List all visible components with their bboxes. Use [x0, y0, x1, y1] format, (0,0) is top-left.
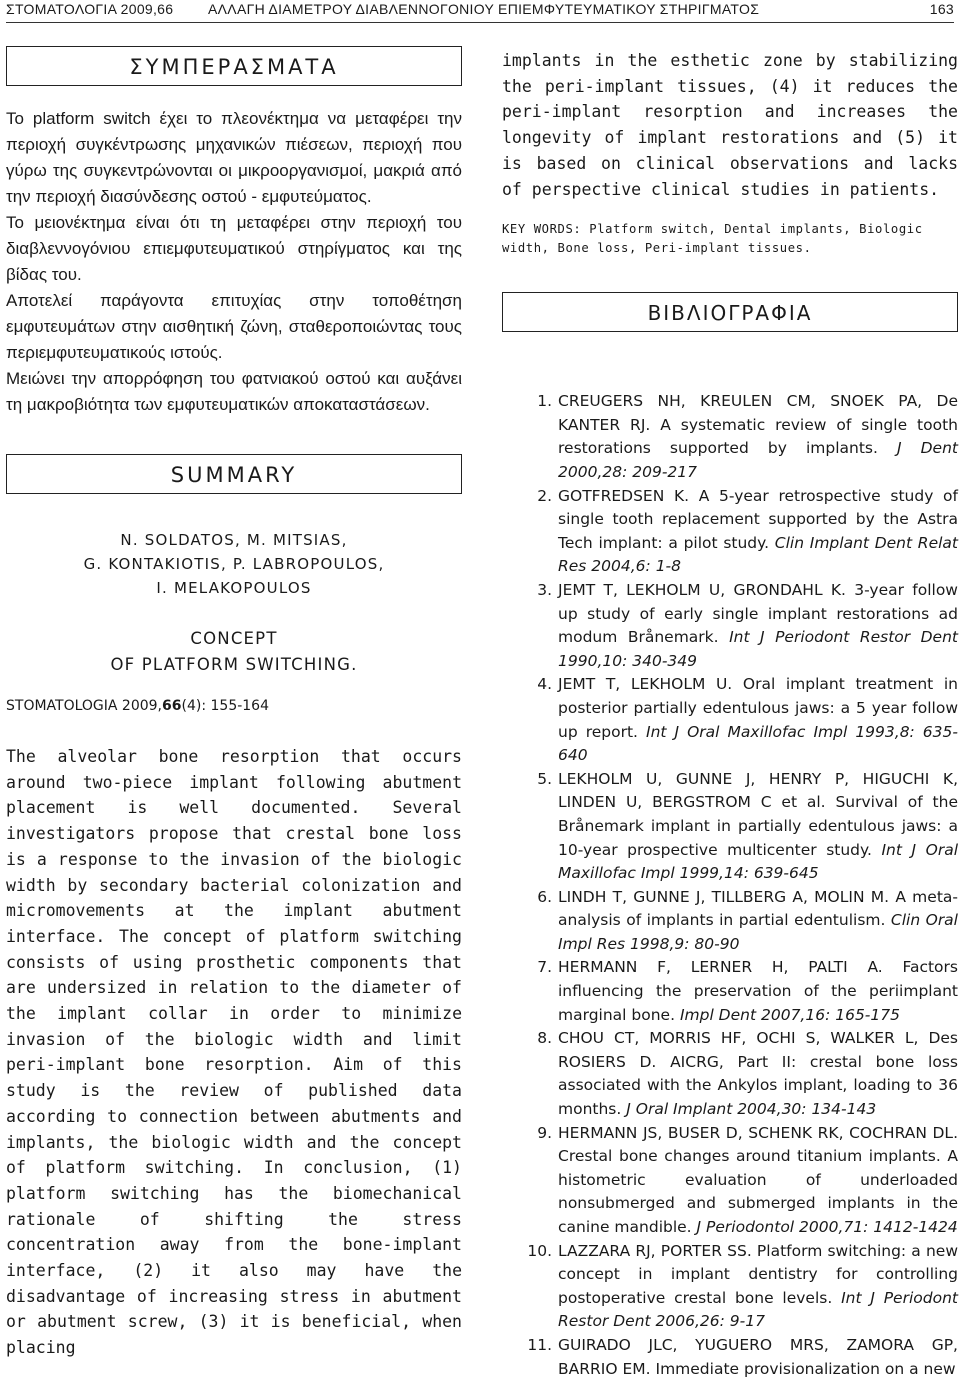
conclusion-paragraph: Το μειονέκτημα είναι ότι τη μεταφέρει στην περιοχή του διαβλεννογόνιου επιεμφυτευματικού στηρίγματος και της βίδας του. — [6, 213, 462, 284]
conclusions-heading: ΣΥΜΠΕΡΑΣΜΑΤΑ — [6, 46, 462, 86]
reference-item — [502, 1334, 958, 1381]
reference-item — [502, 579, 958, 673]
reference-journal: Int J Periodont Restor Dent 1990,10: 340-349 — [558, 628, 958, 670]
reference-item — [502, 768, 958, 886]
reference-journal: J Dent 2000,28: 209-217 — [558, 439, 958, 481]
reference-number: 3. — [537, 580, 552, 599]
right-column — [502, 48, 958, 1381]
summary-title — [6, 626, 462, 678]
summary-title-line: OF PLATFORM SWITCHING. — [110, 655, 358, 674]
conclusion-paragraph: Αποτελεί παράγοντα επιτυχίας στην τοποθέτηση εμφυτευμάτων στην αισθητική ζώνη, σταθεροποιώντας τους περιεμφυτευματικούς ιστούς. — [6, 291, 462, 362]
reference-number: 1. — [537, 392, 552, 411]
reference-text: JEMT T, LEKHOLM U, GRONDAHL K. 3-year follow up study of early single implant restorations ad modum Brånemark. — [558, 580, 958, 647]
citation-pages: (4): 155-164 — [181, 698, 269, 714]
summary-citation — [6, 698, 462, 714]
bibliography-heading: ΒΙΒΛΙΟΓΡΑΦΙΑ — [502, 292, 958, 332]
conclusions-body — [6, 106, 462, 418]
reference-item — [502, 956, 958, 1027]
reference-text: HERMANN F, LERNER H, PALTI A. Factors influencing the preservation of the periimplant marginal bone. — [558, 958, 958, 1024]
reference-item — [502, 1027, 958, 1121]
reference-item — [502, 673, 958, 767]
reference-list — [502, 390, 958, 1381]
reference-number: 11. — [527, 1335, 552, 1354]
conclusion-paragraph: Μειώνει την απορρόφηση του φατνιακού οστού και αυξάνει τη μακροβιότητα των εμφυτευματικών αποκαταστάσεων. — [6, 369, 462, 414]
key-words: KEY WORDS: Platform switch, Dental implants, Biologic width, Bone loss, Peri-implant tissues. — [502, 222, 923, 256]
reference-number: 8. — [537, 1029, 552, 1048]
running-header — [6, 0, 954, 23]
reference-journal: Clin Implant Dent Relat Res 2004,6: 1-8 — [558, 533, 958, 576]
reference-text: LEKHOLM U, GUNNE J, HENRY P, HIGUCHI K, LINDEN U, BERGSTROM C et al. Survival of the Brånemark implant in partially edentulous jaws: a 10-year prospective multicenter study. — [558, 769, 958, 859]
citation-volume: 66 — [162, 698, 182, 714]
reference-text: CHOU CT, MORRIS HF, OCHI S, WALKER L, Des ROSIERS D. AICRG, Part II: crestal bone loss associated with the Ankylos implant, loading to 36 months. — [558, 1029, 958, 1119]
authors-line: I. MELAKOPOULOS — [156, 579, 312, 597]
reference-number: 2. — [537, 486, 552, 505]
reference-journal: J Periodontol 2000,71: 1412-1424 — [696, 1218, 958, 1236]
conclusion-paragraph: Το platform switch έχει το πλεονέκτημα να μεταφέρει την περιοχή συγκέντρωσης μηχανικών πιέσεων, περιοχή που γύρω της συγκεντρώνονται οι μικροοργανισμοί, μακριά από την περιοχή διασύνδεσης οστού - εμφυτεύματος. — [6, 109, 462, 206]
reference-journal: Int J Periodont Restor Dent 2006,26: 9-17 — [558, 1288, 958, 1331]
reference-number: 10. — [527, 1241, 552, 1260]
reference-item — [502, 886, 958, 957]
reference-item — [502, 1122, 958, 1240]
reference-journal: Int J Oral Maxillofac Impl 1993,8: 635-640 — [558, 722, 958, 765]
reference-text: GUIRADO JLC, YUGUERO MRS, ZAMORA GP, BARRIO EM. Immediate provisionalization on a new — [558, 1335, 958, 1378]
reference-text: LINDH T, GUNNE J, TILLBERG A, MOLIN M. A meta-analysis of implants in partial edentulism. — [558, 887, 958, 930]
reference-journal: J Oral Implant 2004,30: 134-143 — [626, 1100, 877, 1119]
citation-journal: STOMATOLOGIA 2009, — [6, 698, 163, 714]
reference-number: 6. — [537, 887, 552, 906]
reference-text: GOTFREDSEN K. A 5-year retrospective study of single tooth replacement supported by the Astra Tech implant: a pilot study. — [558, 486, 958, 552]
reference-journal: Clin Oral Impl Res 1998,9: 80-90 — [558, 911, 958, 953]
reference-item — [502, 1240, 958, 1334]
reference-text: CREUGERS NH, KREULEN CM, SNOEK PA, De KANTER RJ. A systematic review of single tooth restorations supported by implants. — [558, 392, 958, 458]
reference-number: 4. — [537, 675, 552, 694]
reference-text: LAZZARA RJ, PORTER SS. Platform switching: a new concept in implant dentistry for controlling postoperative crestal bone levels. — [558, 1241, 958, 1307]
authors-line: G. KONTAKIOTIS, P. LABROPOULOS, — [83, 555, 385, 573]
running-title: ΑΛΛΑΓΗ ΔΙΑΜΕΤΡΟΥ ΔΙΑΒΛΕΝΝΟΓΟΝΙΟΥ ΕΠΙΕΜΦΥΤΕΥΜΑΤΙΚΟΥ ΣΤΗΡΙΓΜΑΤΟΣ — [208, 1, 760, 17]
page-number: 163 — [929, 1, 954, 17]
journal-name: ΣΤΟΜΑΤΟΛΟΓΙΑ 2009,66 — [6, 1, 174, 17]
reference-item — [502, 390, 958, 484]
reference-number: 9. — [537, 1123, 552, 1142]
reference-number: 5. — [537, 769, 552, 788]
reference-journal: Impl Dent 2007,16: 165-175 — [679, 1005, 900, 1024]
summary-abstract-right: implants in the esthetic zone by stabilizing the peri-implant tissues, (4) it reduces the peri-implant resorption and increases the longevity of implant restorations and (5) it is based on clinical observations and lacks of perspective clinical studies in patients. — [502, 51, 958, 199]
summary-abstract-left: The alveolar bone resorption that occurs around two-piece implant following abutment placement is well documented. Several investigators propose that crestal bone loss is a response to the invasion of the biologic width by secondary bacterial colonization and micromovements at the implant abutment interface. The concept of platform switching consists of using prosthetic components that are undersized in relation to the diameter of the implant collar in order to minimize invasion of the biologic width and limit peri-implant bone resorption. Aim of this study is the review of published data according to connection between abutments and implants, the biologic width and the concept of platform switching. In conclusion, (1) platform switching has the biomechanical rationale of shifting the stress concentration away from the bone-implant interface, (2) it also may have the disadvantage of increasing stress in abutment or abutment screw, (3) it is beneficial, when placing — [6, 747, 462, 1358]
summary-heading: SUMMARY — [6, 454, 462, 494]
left-column — [6, 46, 462, 1361]
reference-text: HERMANN JS, BUSER D, SCHENK RK, COCHRAN DL. Crestal bone changes around titanium implants. A histometric evaluation of underloaded nonsubmerged and submerged implants in the canine mandible. — [558, 1123, 958, 1236]
reference-text: JEMT T, LEKHOLM U. Oral implant treatment in posterior partially edentulous jaws: a 5 year follow up report. — [558, 675, 958, 741]
reference-item — [502, 485, 958, 579]
authors — [6, 528, 462, 600]
authors-line: N. SOLDATOS, M. MITSIAS, — [120, 531, 348, 549]
reference-number: 7. — [537, 958, 552, 977]
reference-journal: Int J Oral Maxillofac Impl 1999,14: 639-645 — [558, 840, 959, 883]
summary-title-line: CONCEPT — [190, 629, 278, 648]
